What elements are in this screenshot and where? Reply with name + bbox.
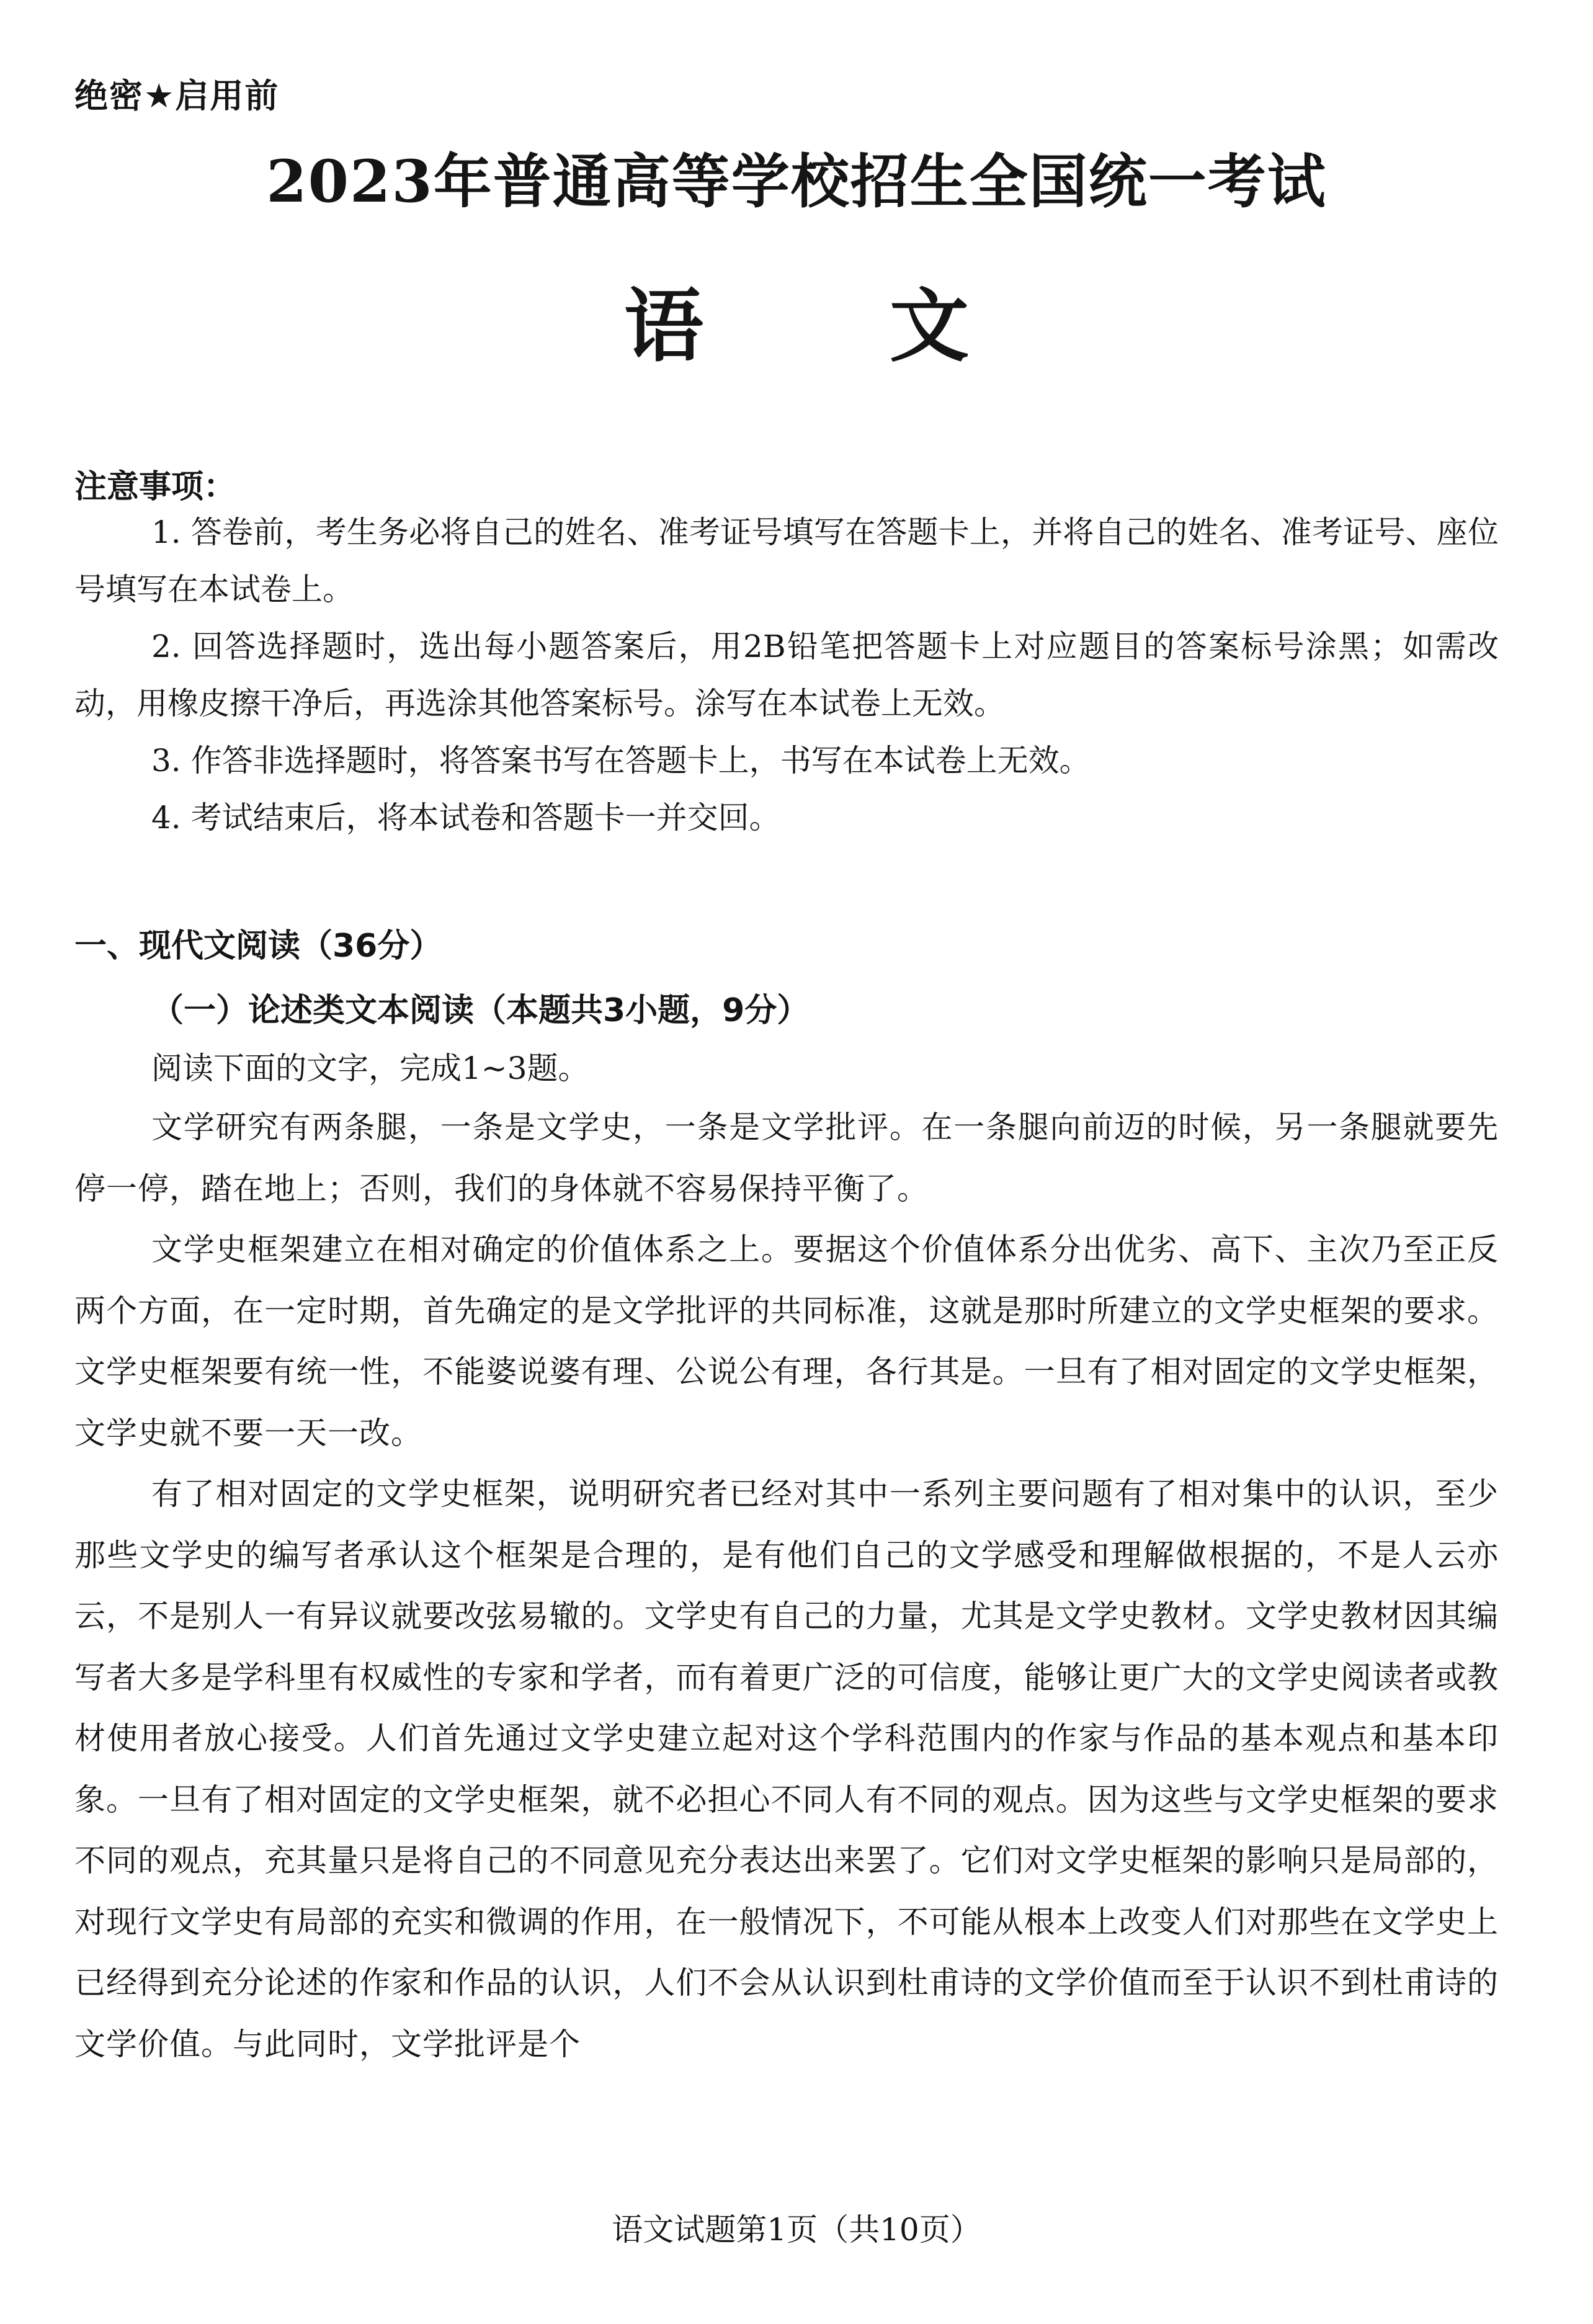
notice-item: 3. 作答非选择题时，将答案书写在答题卡上，书写在本试卷上无效。 bbox=[151, 743, 1091, 779]
notice-item: 2. 回答选择题时，选出每小题答案后，用2B铅笔把答题卡上对应题目的答案标号涂黑；如需改动，用橡皮擦干净后，再选涂其他答案标号。涂写在本试卷上无效。 bbox=[74, 628, 1499, 722]
reading-passage bbox=[74, 1097, 1499, 2075]
page-footer: 语文试题第1页（共10页） bbox=[612, 2212, 981, 2248]
notice-heading: 注意事项： bbox=[74, 468, 236, 506]
exam-title: 2023年普通高等学校招生全国统一考试 bbox=[266, 148, 1327, 216]
section-heading: 一、现代文阅读（36分） bbox=[74, 927, 442, 965]
confidential-mark: 绝密★启用前 bbox=[74, 76, 280, 115]
notice-item: 4. 考试结束后，将本试卷和答题卡一并交回。 bbox=[151, 800, 780, 836]
reading-instruction: 阅读下面的文字，完成1~3题。 bbox=[151, 1050, 589, 1086]
passage-paragraph: 文学史框架建立在相对确定的价值体系之上。要据这个价值体系分出优劣、高下、主次乃至正反两个方面，在一定时期，首先确定的是文学批评的共同标准，这就是那时所建立的文学史框架的要求。文学史框架要有统一性，不能婆说婆有理、公说公有理，各行其是。一旦有了相对固定的文学史框架，文学史就不要一天一改。 bbox=[74, 1231, 1499, 1451]
notice-list bbox=[74, 504, 1499, 846]
passage-paragraph: 有了相对固定的文学史框架，说明研究者已经对其中一系列主要问题有了相对集中的认识，至少那些文学史的编写者承认这个框架是合理的，是有他们自己的文学感受和理解做根据的，不是人云亦云，不是别人一有异议就要改弦易辙的。文学史有自己的力量，尤其是文学史教材。文学史教材因其编写者大多是学科里有权威性的专家和学者，而有着更广泛的可信度，能够让更广大的文学史阅读者或教材使用者放心接受。人们首先通过文学史建立起对这个学科范围内的作家与作品的基本观点和基本印象。一旦有了相对固定的文学史框架，就不必担心不同人有不同的观点。因为这些与文学史框架的要求不同的观点，充其量只是将自己的不同意见充分表达出来罢了。它们对文学史框架的影响只是局部的，对现行文学史有局部的充实和微调的作用，在一般情况下，不可能从根本上改变人们对那些在文学史上已经得到充分论述的作家和作品的认识，人们不会从认识到杜甫诗的文学价值而至于认识不到杜甫诗的文学价值。与此同时，文学批评是个 bbox=[74, 1476, 1499, 2062]
subsection-heading: （一）论述类文本阅读（本题共3小题，9分） bbox=[151, 992, 810, 1029]
passage-paragraph: 文学研究有两条腿，一条是文学史，一条是文学批评。在一条腿向前迈的时候，另一条腿就要先停一停，踏在地上；否则，我们的身体就不容易保持平衡了。 bbox=[74, 1109, 1499, 1207]
notice-item: 1. 答卷前，考生务必将自己的姓名、准考证号填写在答题卡上，并将自己的姓名、准考证号、座位号填写在本试卷上。 bbox=[74, 514, 1499, 607]
subject-title: 语文 bbox=[624, 280, 1155, 373]
